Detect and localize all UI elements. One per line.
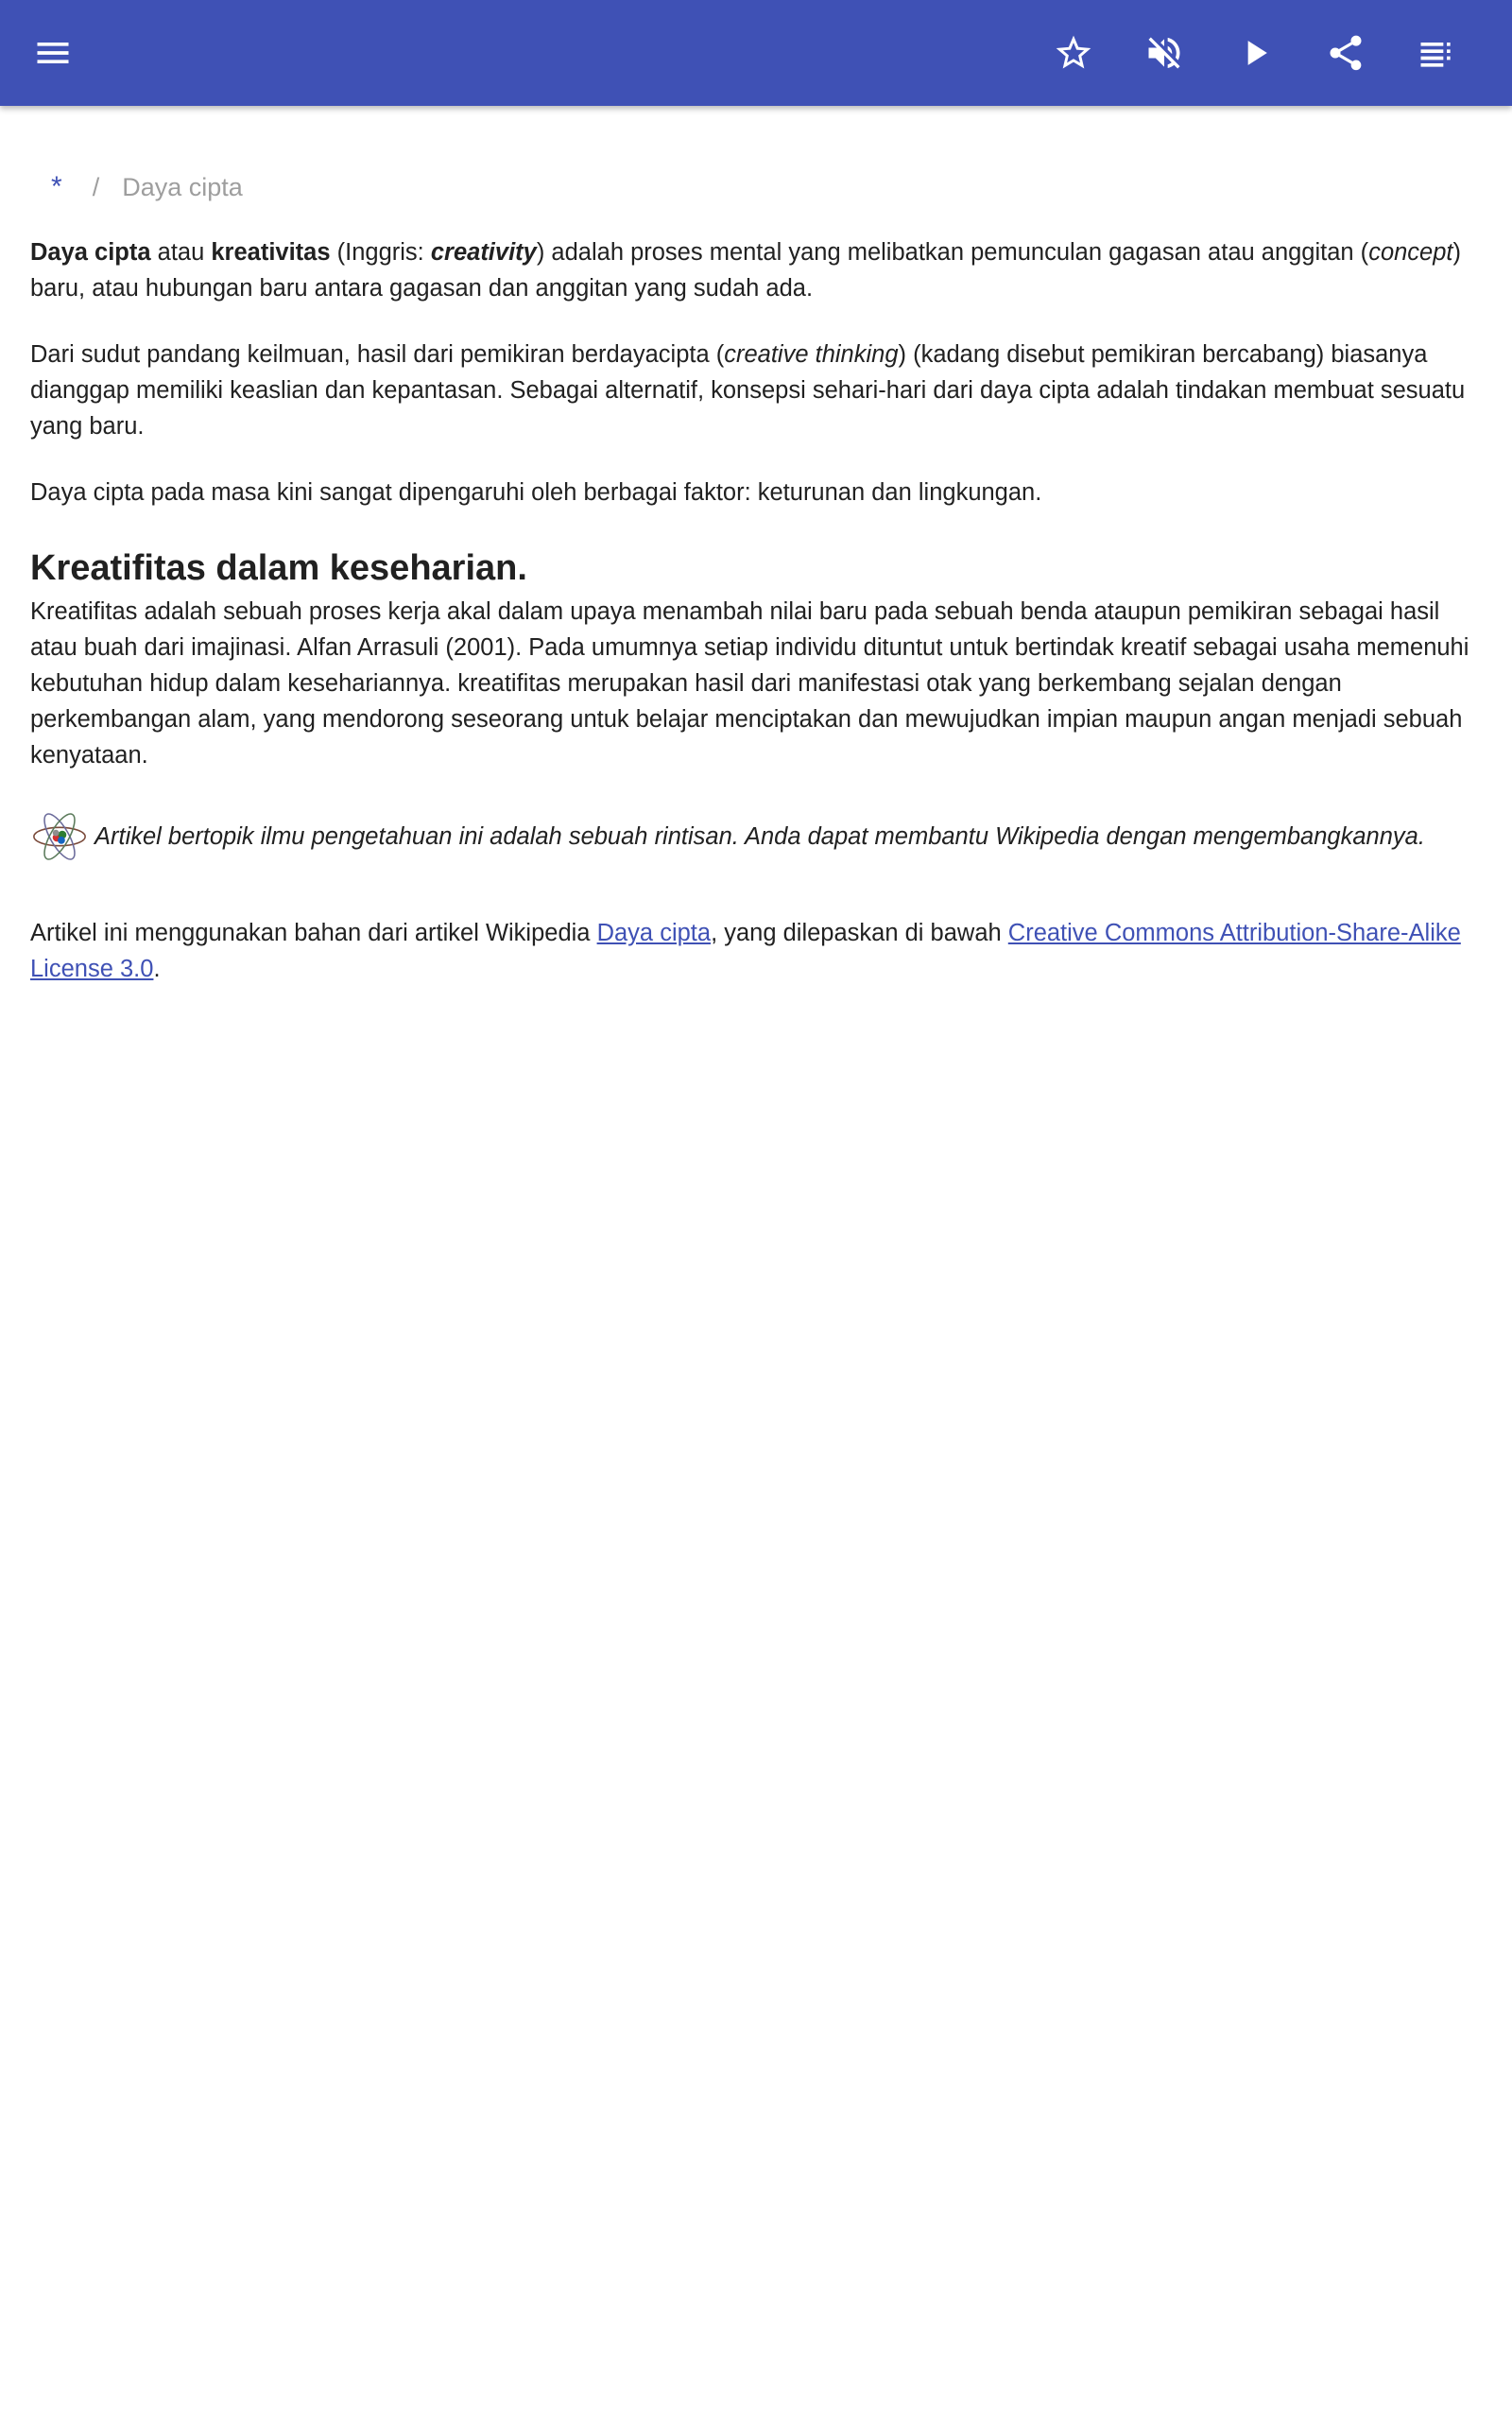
text: Dari sudut pandang keilmuan, hasil dari pemikiran berdayacipta ( bbox=[30, 341, 725, 368]
text: (Inggris: bbox=[330, 239, 431, 266]
atom-icon bbox=[30, 807, 89, 866]
breadcrumb-current: Daya cipta bbox=[122, 172, 243, 201]
text: ) adalah proses mental yang melibatkan pemunculan gagasan atau anggitan ( bbox=[536, 239, 1369, 266]
bookmark-button[interactable] bbox=[1047, 26, 1100, 79]
share-icon bbox=[1325, 32, 1366, 74]
play-button[interactable] bbox=[1228, 26, 1281, 79]
text: Artikel ini menggunakan bahan dari artikel Wikipedia bbox=[30, 920, 597, 946]
wikipedia-article-link[interactable]: Daya cipta bbox=[596, 920, 712, 946]
star-outline-icon bbox=[1053, 32, 1094, 74]
term-kreativitas: kreativitas bbox=[211, 239, 331, 266]
term-creative-thinking: creative thinking bbox=[724, 341, 899, 368]
menu-icon bbox=[32, 32, 74, 74]
stub-notice bbox=[30, 807, 1482, 866]
paragraph-kreatifitas: Kreatifitas adalah sebuah proses kerja akal dalam upaya menambah nilai baru pada sebuah benda ataupun pemikiran sebagai hasil atau buah dari imajinasi. Alfan Arrasuli (2001). Pada umumnya setiap individu dituntut untuk bertindak kreatif sebagai usaha memenuhi kebutuhan hidup dalam kesehariannya. kreatifitas merupakan hasil dari manifestasi otak yang berkembang sejalan dengan perkembangan alam, yang mendorong seseorang untuk belajar menciptakan dan mewujudkan impian maupun angan menjadi sebuah kenyataan. bbox=[30, 598, 1469, 769]
license-link[interactable]: Creative Commons Attribution-Share-Alike License 3.0 bbox=[30, 920, 1461, 982]
text: ) (kadang disebut pemikiran bercabang) biasanya dianggap memiliki keaslian dan kepantasan. Sebagai alternatif, konsepsi sehari-hari dari daya cipta adalah tindakan membuat sesuatu yang baru. bbox=[30, 341, 1466, 440]
term-daya-cipta: Daya cipta bbox=[30, 239, 151, 266]
text: , yang dilepaskan di bawah bbox=[711, 920, 1008, 946]
breadcrumb-separator: / bbox=[92, 172, 100, 201]
paragraph-science bbox=[30, 337, 1482, 444]
share-button[interactable] bbox=[1319, 26, 1372, 79]
mute-button[interactable] bbox=[1138, 26, 1191, 79]
playlist-icon bbox=[1416, 32, 1457, 74]
license-note bbox=[30, 915, 1482, 987]
text: ) baru, atau hubungan baru antara gagasan dan anggitan yang sudah ada. bbox=[30, 239, 1461, 302]
term-concept: concept bbox=[1368, 239, 1453, 266]
breadcrumb-root-link[interactable]: * bbox=[51, 171, 62, 202]
menu-button[interactable] bbox=[26, 26, 79, 79]
term-creativity: creativity bbox=[430, 239, 537, 266]
paragraph-factors: Daya cipta pada masa kini sangat dipengaruhi oleh berbagai faktor: keturunan dan lingkungan. bbox=[30, 479, 1042, 506]
app-bar bbox=[0, 0, 1512, 106]
contents-button[interactable] bbox=[1410, 26, 1463, 79]
play-icon bbox=[1234, 32, 1276, 74]
stub-text: Artikel bertopik ilmu pengetahuan ini adalah sebuah rintisan. Anda dapat membantu Wikipedia dengan mengembangkannya. bbox=[94, 822, 1425, 850]
breadcrumb bbox=[30, 168, 1482, 206]
paragraph-intro bbox=[30, 234, 1482, 306]
article-content bbox=[30, 106, 1482, 987]
text: atau bbox=[150, 239, 212, 266]
section-heading: Kreatifitas dalam keseharian. bbox=[30, 548, 527, 588]
text: . bbox=[153, 956, 161, 982]
volume-off-icon bbox=[1143, 32, 1185, 74]
